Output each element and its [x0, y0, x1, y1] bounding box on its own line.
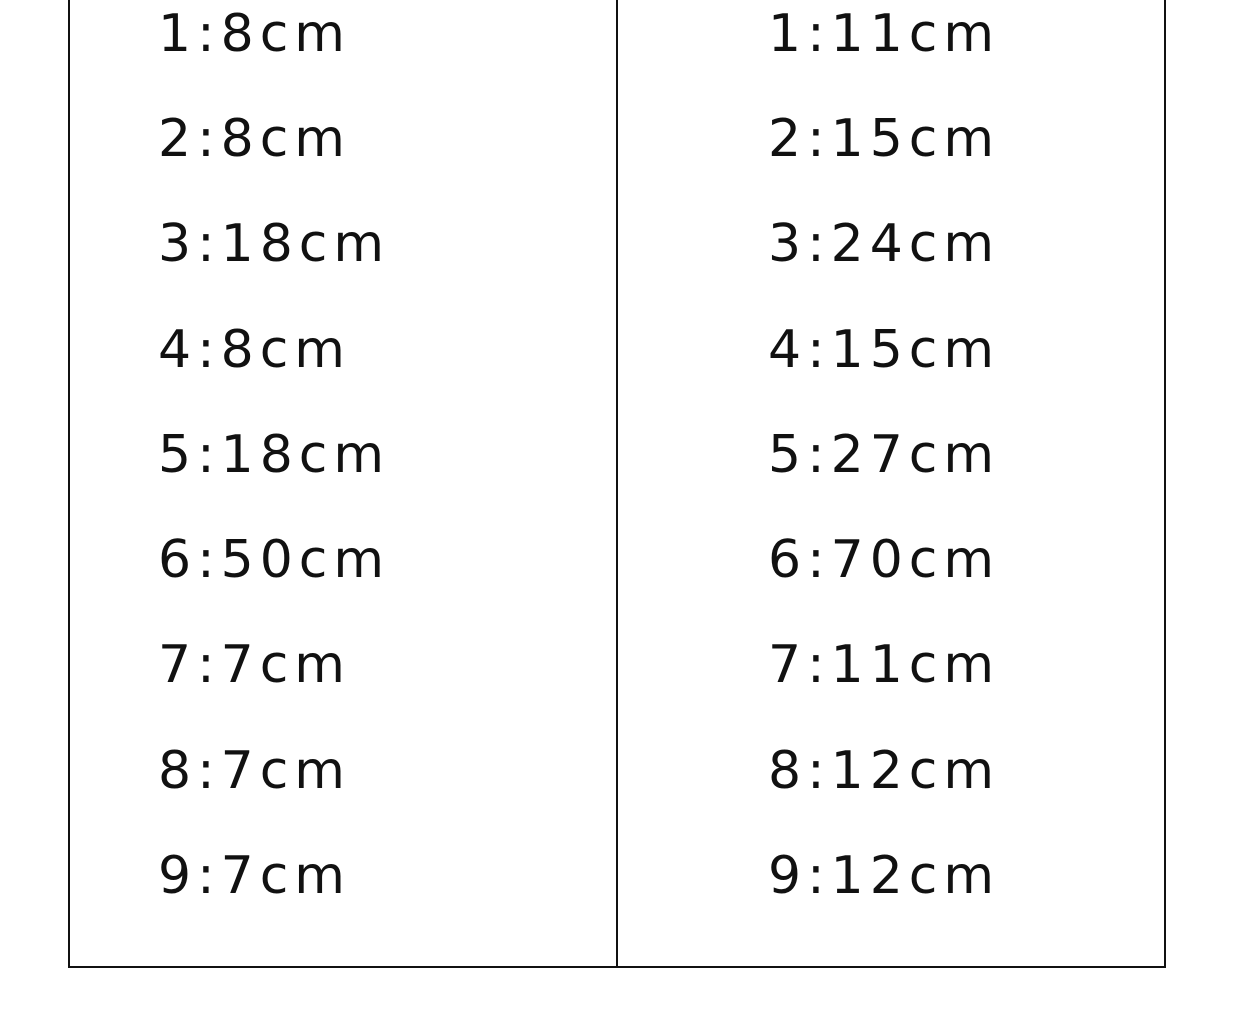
- right-row-5: 5:27cm: [768, 425, 1001, 485]
- right-row-1: 1:11cm: [768, 4, 1001, 64]
- left-row-2: 2:8cm: [158, 109, 351, 169]
- measurement-table: [68, 0, 1166, 968]
- left-row-3: 3:18cm: [158, 214, 391, 274]
- right-row-6: 6:70cm: [768, 530, 1001, 590]
- right-row-3: 3:24cm: [768, 214, 1001, 274]
- left-column: [70, 0, 618, 966]
- right-row-8: 8:12cm: [768, 741, 1001, 801]
- left-row-4: 4:8cm: [158, 320, 351, 380]
- left-row-5: 5:18cm: [158, 425, 391, 485]
- left-row-6: 6:50cm: [158, 530, 391, 590]
- right-row-4: 4:15cm: [768, 320, 1001, 380]
- right-row-9: 9:12cm: [768, 846, 1001, 906]
- right-column: [618, 0, 1164, 966]
- right-row-2: 2:15cm: [768, 109, 1001, 169]
- right-row-7: 7:11cm: [768, 635, 1001, 695]
- left-row-9: 9:7cm: [158, 846, 351, 906]
- left-row-7: 7:7cm: [158, 635, 351, 695]
- left-row-1: 1:8cm: [158, 4, 351, 64]
- left-row-8: 8:7cm: [158, 741, 351, 801]
